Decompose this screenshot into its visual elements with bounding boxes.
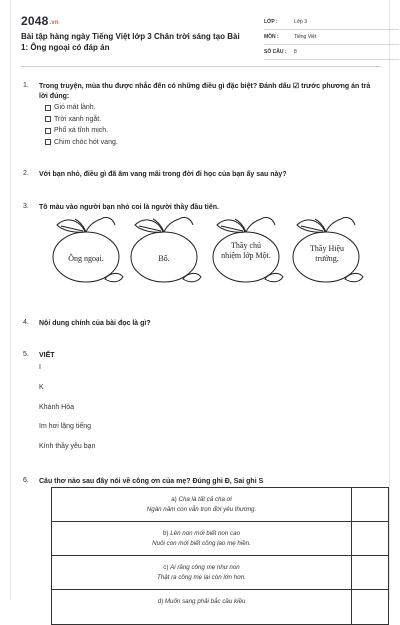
orange-coloring-area [49,213,369,285]
table-row [52,590,388,624]
document-title: Bài tập hàng ngày Tiếng Việt lớp 3 Chân trời sáng tạo Bài 1: Ông ngoại có đáp án [21,32,240,52]
option-3[interactable]: Phố xá tĩnh mịch. [45,127,108,134]
question-1: 1. Trong truyện, mùa thu được nhắc đến có những điều gì đặc biệt? Đánh dấu ☑ trước phương án trả lời đúng: [21,82,381,157]
orange-label-2: Bố. [158,254,170,263]
question-3-text: Tô màu vào người bạn nhỏ coi là người thầy đầu tiên. [39,204,219,211]
orange-icon[interactable] [131,217,201,282]
question-2-text: Với bạn nhỏ, điều gì đã âm vang mãi trong đời đi học của bạn ấy sau này? [39,171,287,178]
writing-line-1: I [39,364,41,371]
meta-info [264,16,399,61]
table-row [52,556,388,590]
table-row [52,488,388,522]
meta-row-question-count: SỐ CÂU : 8 [264,46,399,60]
question-4-text: Nội dung chính của bài đọc là gì? [39,320,151,327]
meta-row-subject: MÔN : Tiếng Việt [264,31,399,45]
option-1[interactable]: Gió mát lành. [45,104,96,111]
answer-mark-cell[interactable] [352,590,388,624]
checkbox[interactable] [45,116,51,122]
answer-table [51,487,389,625]
orange-icon[interactable] [53,217,123,282]
writing-line-3: Khánh Hòa [39,404,75,411]
answer-mark-cell[interactable] [352,556,388,589]
checkbox[interactable] [45,105,51,111]
question-3: 3. Tô màu vào người bạn nhỏ coi là người thầy đầu tiên. [21,203,381,215]
poem-cell: d) Muốn sang phải bắc cầu kiều [52,590,352,624]
checkbox[interactable] [45,139,51,145]
table-row [52,522,388,556]
meta-row-class: LỚP : Lớp 3 [264,16,399,30]
writing-line-4: Im hơi lặng tiếng [39,423,92,430]
question-6-text: Câu thơ nào sau đây nói về công ơn của mẹ? Đúng ghi Đ, Sai ghi S [39,478,264,485]
orange-label-1: Ông ngoại. [68,254,104,263]
orange-label-4: Thầy Hiệu trưởng. [310,244,344,263]
option-4[interactable]: Chim chóc hót vang. [45,139,118,146]
checkbox[interactable] [45,128,51,134]
poem-cell: a) Cha là tất cả cha ơi Ngàn năm con vẫn trọn đời yêu thương. [52,488,352,521]
question-4: 4. Nội dung chính của bài đọc là gì? [21,319,381,331]
question-5-text: VIẾT [39,352,55,359]
orange-label-3: Thầy chủ nhiệm lớp Một. [221,241,271,260]
poem-cell: c) Ai răng công mẹ như non Thật ra công mẹ lại còn lớn hơn. [52,556,352,589]
header-divider [21,66,381,67]
option-2[interactable]: Trời xanh ngắt. [45,116,101,123]
writing-line-5: Kính thầy yêu bạn [39,443,96,450]
question-5: 5. VIẾT [21,351,381,363]
question-2: 2. Với bạn nhỏ, điều gì đã âm vang mãi trong đời đi học của bạn ấy sau này? [21,170,381,182]
writing-line-2: K [39,384,44,391]
worksheet-page [10,0,390,605]
answer-mark-cell[interactable] [352,522,388,555]
poem-cell: b) Lên non mới biết non cao Nuôi con mới biết công lao mẹ hiền. [52,522,352,555]
answer-mark-cell[interactable] [352,488,388,521]
worksheet-header [21,14,381,64]
site-logo[interactable]: 2048.vn [21,14,59,28]
question-6: 6. Câu thơ nào sau đây nói về công ơn của mẹ? Đúng ghi Đ, Sai ghi S [21,477,381,489]
question-1-text: Trong truyện, mùa thu được nhắc đến có những điều gì đặc biệt? Đánh dấu ☑ trước phương án trả lời đúng: [39,83,371,100]
